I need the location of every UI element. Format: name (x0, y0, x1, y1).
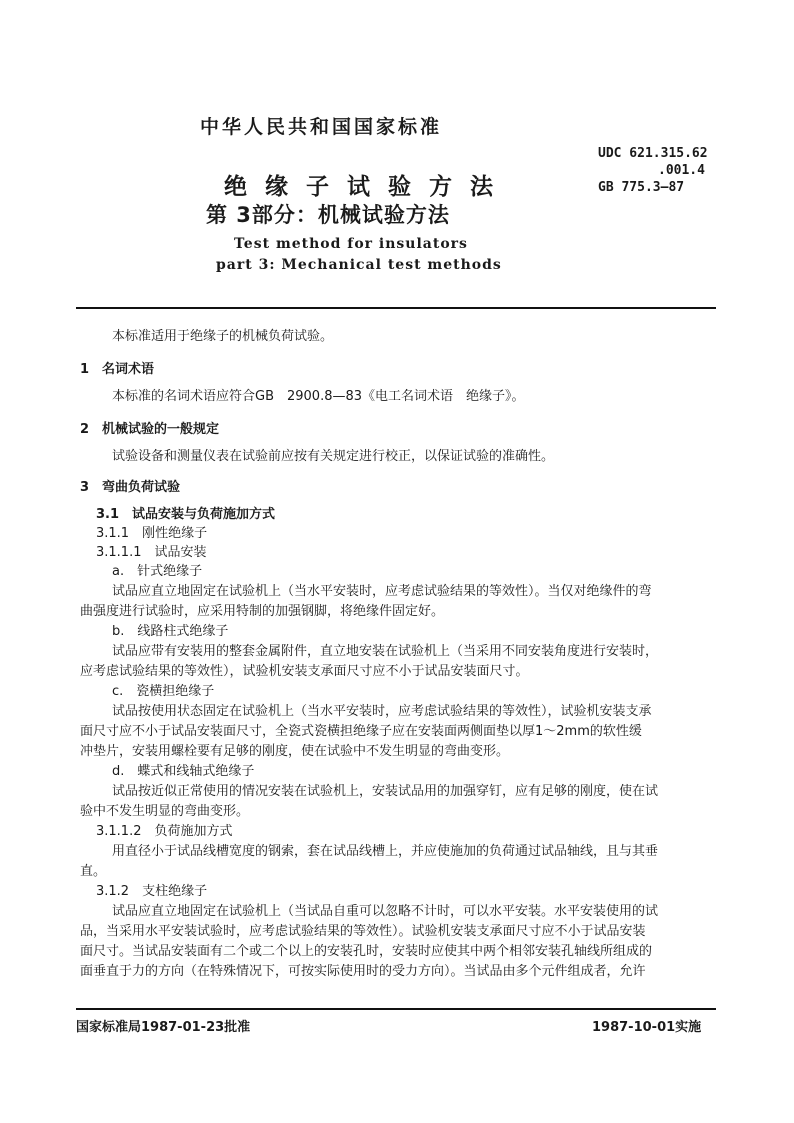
item-a-line-1: 试品应直立地固定在试验机上（当水平安装时，应考虑试验结果的等效性）。当仅对绝缘件的弯 (112, 584, 652, 599)
national-standard-label: 中华人民共和国国家标准 (200, 116, 443, 138)
section-3-1-1-2-line-1: 用直径小于试品线槽宽度的钢索，套在试品线槽上，并应使施加的负荷通过试品轴线，且与其垂 (112, 844, 659, 859)
udc-line-2: .001.4 (658, 163, 705, 178)
item-c-line-1: 试品按使用状态固定在试验机上（当水平安装时，应考虑试验结果的等效性），试验机安装支承 (112, 704, 652, 719)
title-cn-line-1: 绝 缘 子 试 验 方 法 (224, 174, 499, 200)
item-a-line-2: 曲强度进行试验时，应采用特制的加强钢脚，将绝缘件固定好。 (80, 604, 445, 619)
item-b-heading: b. 线路柱式绝缘子 (112, 624, 229, 639)
item-d-line-2: 验中不发生明显的弯曲变形。 (80, 804, 250, 819)
section-3-1-2-line-4: 面垂直于力的方向（在特殊情况下，可按实际使用时的受力方向）。当试品由多个元件组成者，允许 (80, 964, 646, 979)
gb-number: GB 775.3—87 (598, 180, 685, 195)
section-3-1-2-line-2: 品，当采用水平安装试验时，应考虑试验结果的等效性）。试验机安装支承面尺寸应不小于试品安装 (80, 924, 646, 939)
title-cn-line-2: 第 3部分：机械试验方法 (206, 203, 450, 227)
effective-date: 1987-10-01实施 (592, 1020, 702, 1035)
section-3-1-1-1-heading: 3.1.1.1 试品安装 (96, 545, 207, 560)
section-3-1-2-heading: 3.1.2 支柱绝缘子 (96, 884, 208, 899)
footer-divider (76, 1008, 716, 1010)
item-c-heading: c. 瓷横担绝缘子 (112, 684, 215, 699)
udc-code (598, 145, 708, 196)
item-d-line-1: 试品按近似正常使用的情况安装在试验机上，安装试品用的加强穿钉，应有足够的刚度，使在试 (112, 784, 659, 799)
section-1-text: 本标准的名词术语应符合GB 2900.8—83《电工名词术语 绝缘子》。 (112, 389, 525, 404)
intro-text: 本标准适用于绝缘子的机械负荷试验。 (112, 329, 334, 344)
section-3-heading: 3 弯曲负荷试验 (80, 480, 181, 495)
section-1-heading: 1 名词术语 (80, 362, 155, 377)
item-b-line-2: 应考虑试验结果的等效性），试验机安装支承面尺寸应不小于试品安装面尺寸。 (80, 664, 529, 679)
section-3-1-1-heading: 3.1.1 刚性绝缘子 (96, 526, 208, 541)
section-3-1-1-2-heading: 3.1.1.2 负荷施加方式 (96, 824, 233, 839)
udc-line-1: UDC 621.315.62 (598, 146, 708, 161)
item-c-line-2: 面尺寸应不小于试品安装面尺寸，全瓷式瓷横担绝缘子应在安装面两侧面垫以厚1～2mm的软性缓 (80, 724, 642, 739)
item-a-heading: a. 针式绝缘子 (112, 564, 203, 579)
section-3-1-heading: 3.1 试品安装与负荷施加方式 (96, 507, 276, 522)
section-2-heading: 2 机械试验的一般规定 (80, 422, 220, 437)
item-c-line-3: 冲垫片，安装用螺栓要有足够的刚度，使在试验中不发生明显的弯曲变形。 (80, 744, 510, 759)
header-divider (76, 307, 716, 309)
title-en-line-2: part 3: Mechanical test methods (216, 257, 502, 273)
title-en-line-1: Test method for insulators (234, 236, 468, 252)
section-3-1-2-line-1: 试品应直立地固定在试验机上（当试品自重可以忽略不计时，可以水平安装。水平安装使用的试 (112, 904, 659, 919)
section-3-1-2-line-3: 面尺寸。当试品安装面有二个或二个以上的安装孔时，安装时应使其中两个相邻安装孔轴线所组成的 (80, 944, 653, 959)
item-d-heading: d. 蝶式和线轴式绝缘子 (112, 764, 255, 779)
section-3-1-1-2-line-2: 直。 (80, 864, 107, 879)
item-b-line-1: 试品应带有安装用的整套金属附件，直立地安装在试验机上（当采用不同安装角度进行安装时， (112, 644, 659, 659)
approval-date: 国家标准局1987-01-23批准 (76, 1020, 251, 1035)
section-2-text: 试验设备和测量仪表在试验前应按有关规定进行校正，以保证试验的准确性。 (112, 449, 555, 464)
